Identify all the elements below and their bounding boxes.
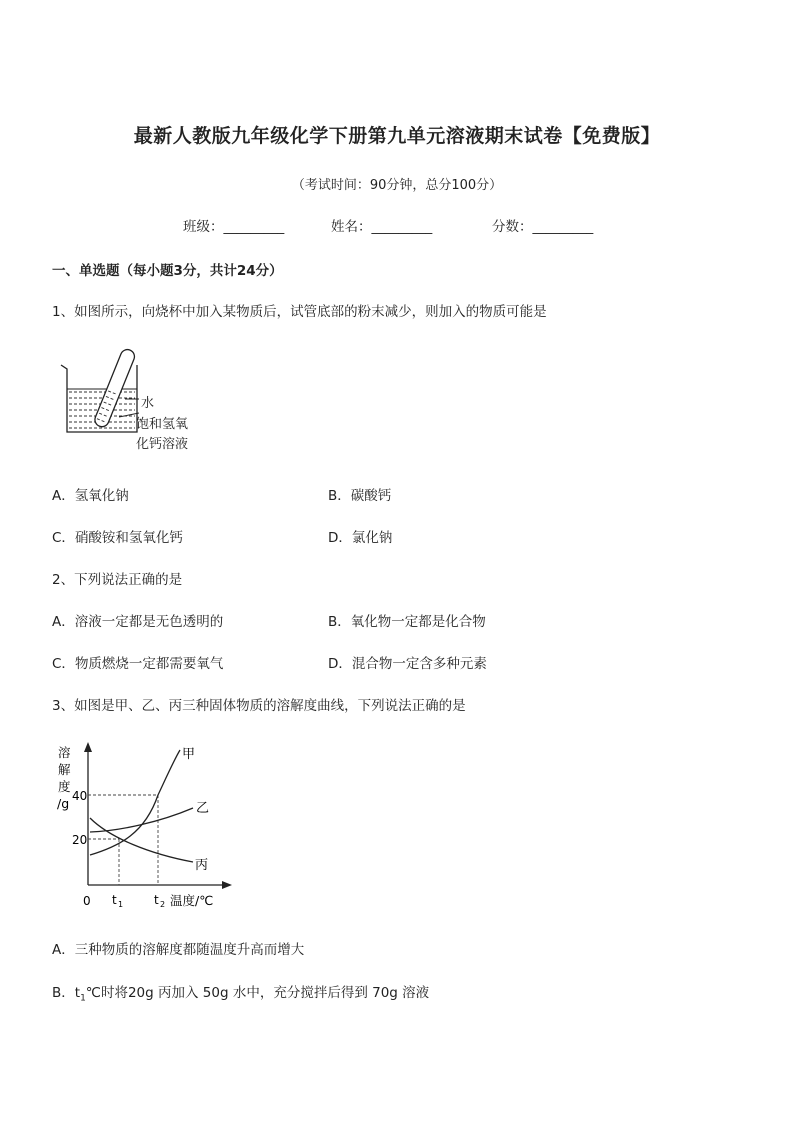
option-text-rest: ℃时将20g 丙加入 50g 水中，充分搅拌后得到 70g 溶液 — [85, 985, 430, 1001]
q1-option-a[interactable] — [52, 484, 129, 504]
score-blank: _________ — [532, 219, 594, 235]
option-key: A． — [52, 488, 75, 504]
x-tick-t1-sub: 1 — [118, 900, 124, 909]
class-blank: _________ — [223, 219, 285, 235]
section-heading: 一、单选题（每小题3分，共计24分） — [52, 263, 283, 279]
class-label: 班级： — [183, 219, 224, 235]
x-tick-t1: t — [112, 893, 117, 907]
class-field[interactable] — [183, 215, 284, 235]
x-axis-label: 温度/℃ — [170, 893, 214, 908]
q3-option-b[interactable] — [52, 981, 429, 1004]
y-axis-arrow — [84, 742, 92, 752]
x-tick-t2: t — [154, 893, 159, 907]
x-tick-t2-sub: 2 — [160, 900, 166, 909]
name-blank: _________ — [371, 219, 433, 235]
y-label-char-1: 溶 — [58, 745, 71, 760]
q2-option-b[interactable] — [328, 610, 486, 630]
x-axis-arrow — [222, 881, 232, 889]
label-water: 水 — [141, 396, 155, 411]
curve-yi — [90, 808, 193, 832]
score-field[interactable] — [492, 215, 593, 235]
q2-option-a[interactable] — [52, 610, 223, 630]
name-field[interactable] — [331, 215, 432, 235]
option-text: 混合物一定含多种元素 — [351, 656, 487, 672]
name-label: 姓名： — [331, 219, 372, 235]
curve-label-jia: 甲 — [182, 747, 196, 762]
option-text: 溶液一定都是无色透明的 — [74, 614, 224, 630]
option-text: 氢氧化钠 — [74, 488, 129, 504]
exam-subtitle: （考试时间：90分钟，总分100分） — [291, 178, 503, 193]
q3-option-a[interactable] — [52, 938, 304, 958]
option-text: 三种物质的溶解度都随温度升高而增大 — [74, 942, 305, 958]
q1-option-c[interactable] — [52, 526, 183, 546]
curve-label-yi: 乙 — [196, 801, 210, 816]
option-text: 氧化物一定都是化合物 — [350, 614, 486, 630]
option-text: 氯化钠 — [351, 530, 393, 546]
q1-option-d[interactable] — [328, 526, 392, 546]
curve-label-bing: 丙 — [195, 858, 209, 873]
option-key: B． — [52, 985, 75, 1001]
y-label-char-3: 度 — [58, 779, 71, 794]
y-label-char-4: /g — [57, 796, 70, 811]
question-2-stem: 2、下列说法正确的是 — [52, 572, 183, 588]
option-key: A． — [52, 614, 75, 630]
label-solution-line2: 化钙溶液 — [136, 437, 189, 452]
option-key: A． — [52, 942, 75, 958]
y-tick-20: 20 — [72, 833, 88, 847]
option-key: C． — [52, 656, 75, 672]
question-1-stem: 1、如图所示，向烧杯中加入某物质后，试管底部的粉末减少，则加入的物质可能是 — [52, 304, 547, 320]
option-text: 硝酸铵和氢氧化钙 — [74, 530, 183, 546]
question-3-stem: 3、如图是甲、乙、丙三种固体物质的溶解度曲线，下列说法正确的是 — [52, 698, 466, 714]
option-text: 物质燃烧一定都需要氧气 — [74, 656, 224, 672]
option-key: D． — [328, 530, 352, 546]
option-key: D． — [328, 656, 352, 672]
score-label: 分数： — [492, 219, 533, 235]
q2-option-c[interactable] — [52, 652, 223, 672]
option-key: B． — [328, 614, 351, 630]
option-text: 碳酸钙 — [350, 488, 392, 504]
solubility-curve-figure — [50, 738, 240, 913]
option-text-t: t — [74, 985, 81, 1001]
q1-option-b[interactable] — [328, 484, 391, 504]
q2-option-d[interactable] — [328, 652, 487, 672]
origin-label: 0 — [83, 894, 91, 908]
label-solution-line1: 饱和氢氧 — [136, 417, 189, 432]
option-subscript: 1 — [80, 993, 86, 1004]
option-key: B． — [328, 488, 351, 504]
exam-title: 最新人教版九年级化学下册第九单元溶液期末试卷【免费版】 — [133, 125, 661, 147]
option-key: C． — [52, 530, 75, 546]
y-label-char-2: 解 — [58, 762, 71, 777]
y-tick-40: 40 — [72, 789, 88, 803]
